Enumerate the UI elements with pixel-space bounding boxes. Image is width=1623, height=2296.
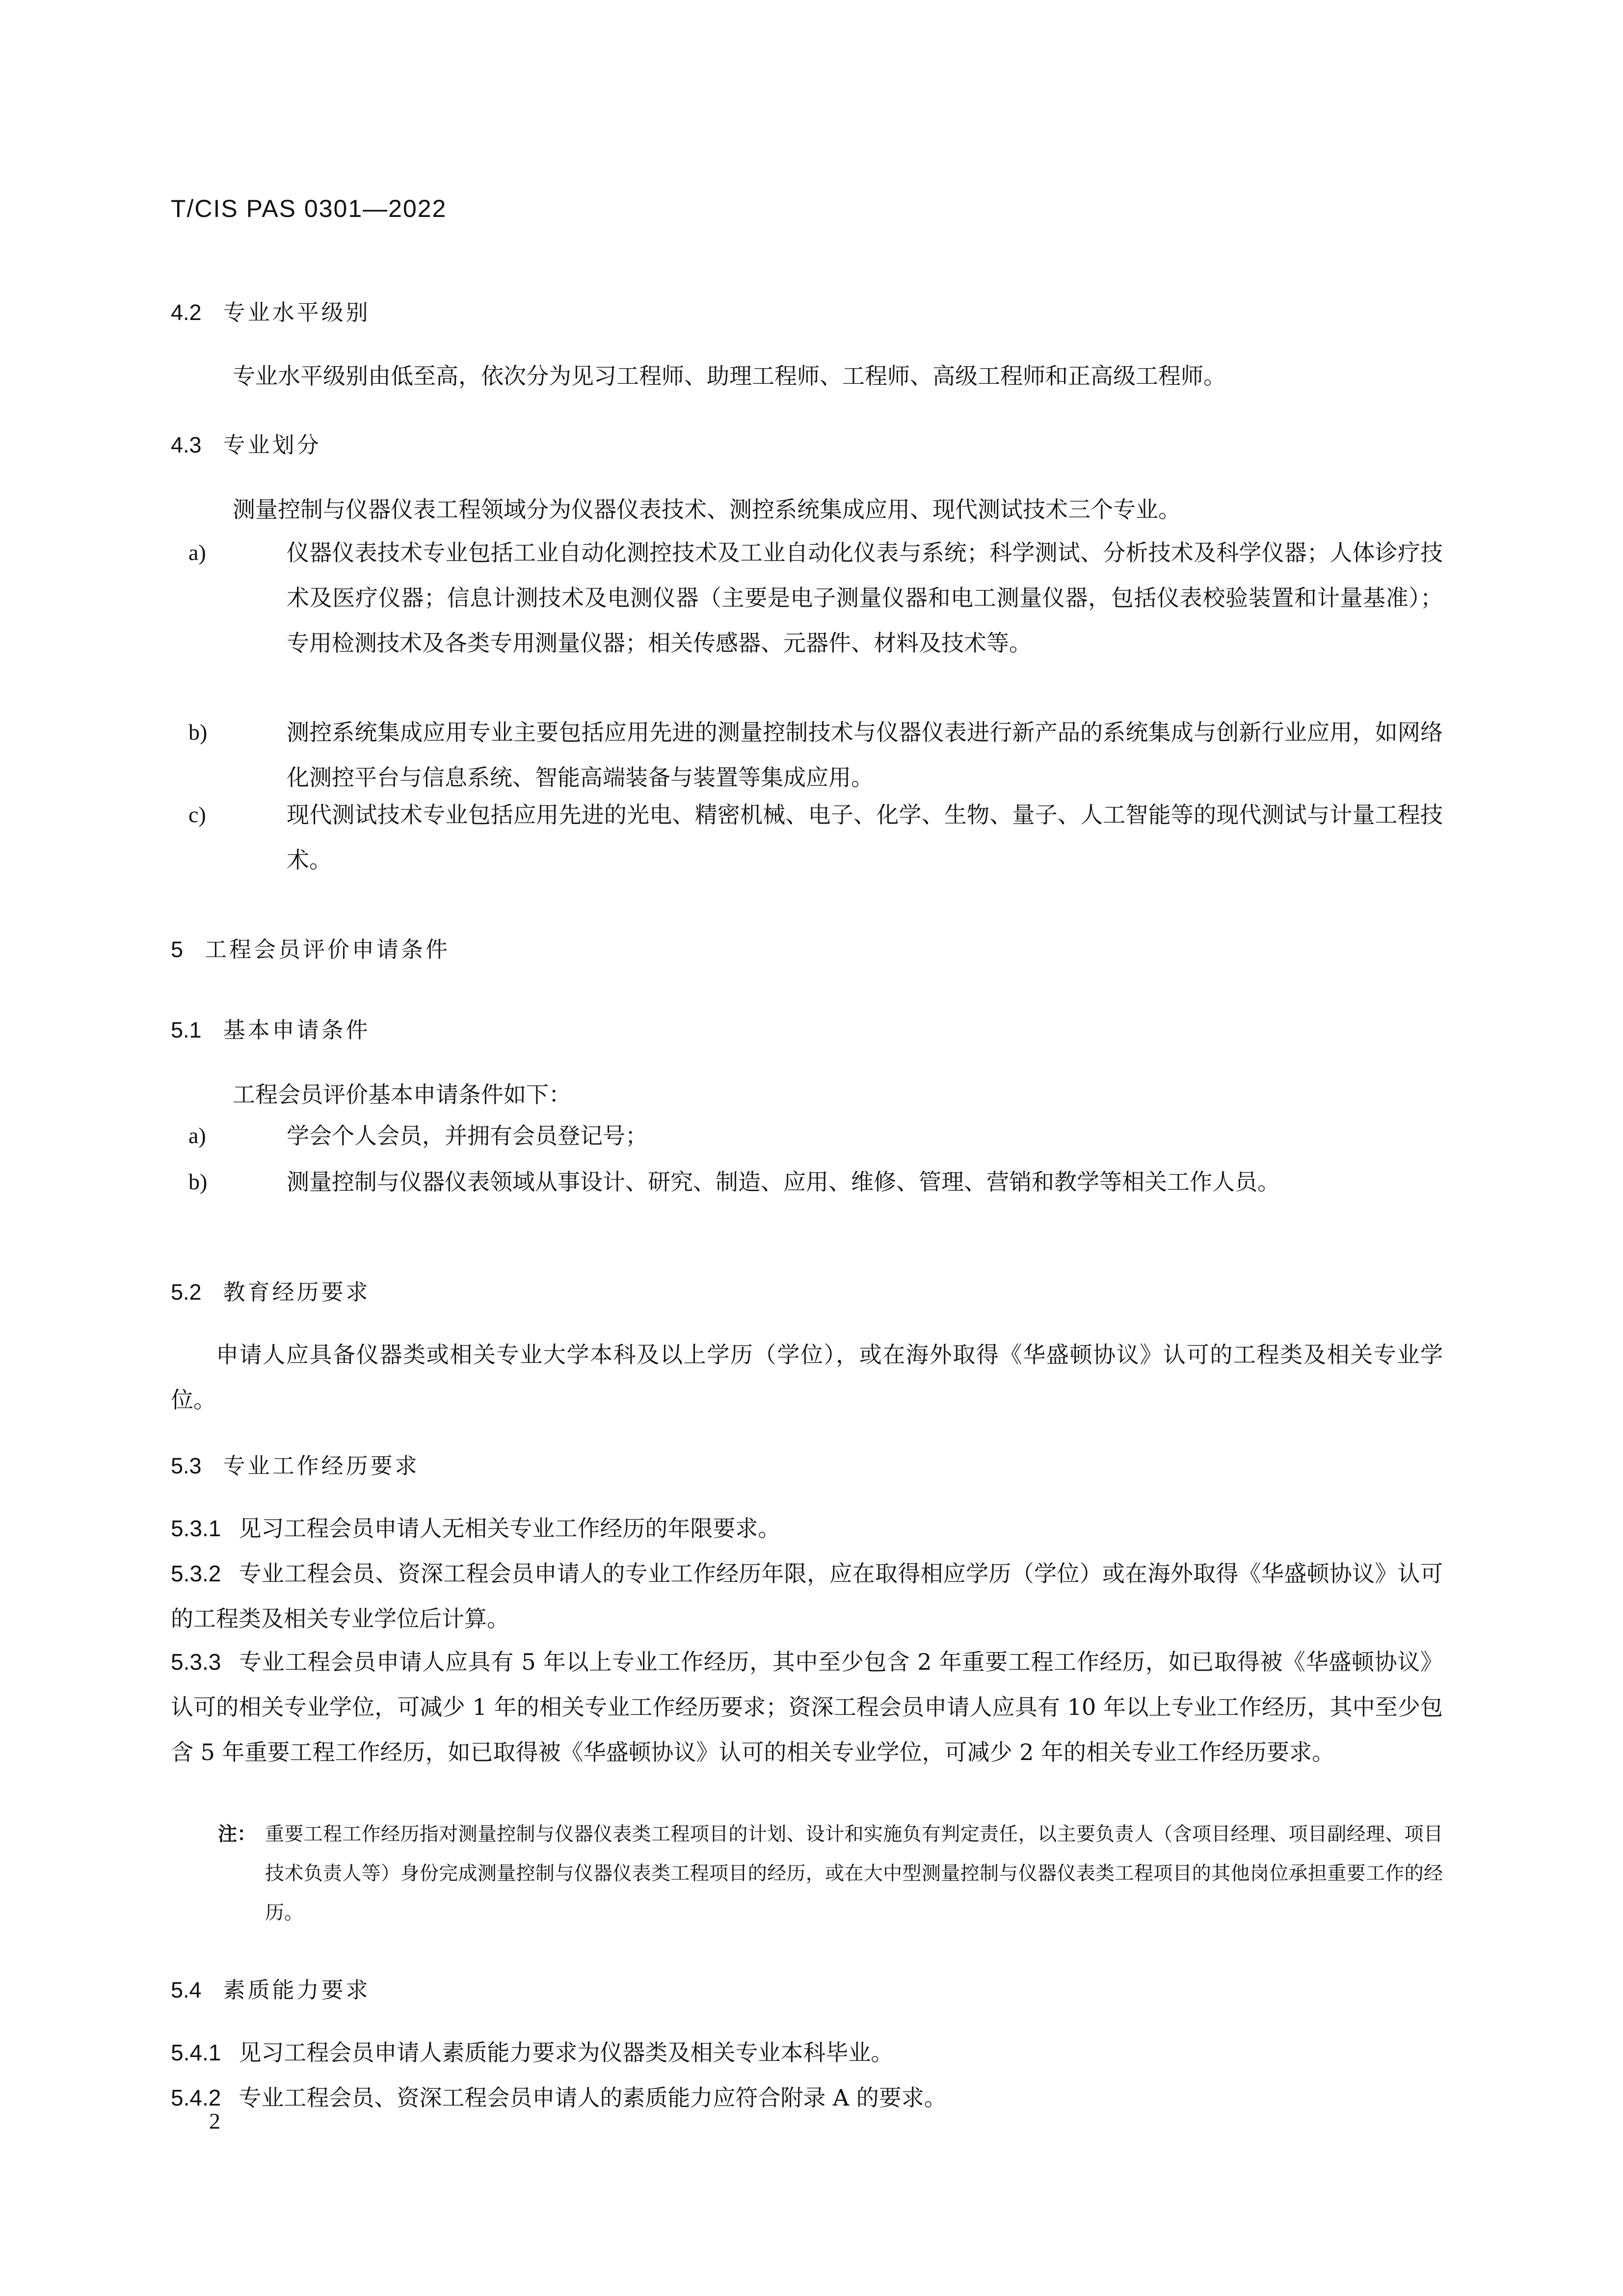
list-item-text: 测控系统集成应用专业主要包括应用先进的测量控制技术与仪器仪表进行新产品的系统集成与创新行业应用，如网络化测控平台与信息系统、智能高端装备与装置等集成应用。 xyxy=(287,719,1443,791)
paragraph-4-2: 专业水平级别由低至高，依次分为见习工程师、助理工程师、工程师、高级工程师和正高级工程师。 xyxy=(233,363,1226,389)
clause-text: 专业工程会员、资深工程会员申请人的素质能力应符合附录 A 的要求。 xyxy=(239,2084,947,2111)
heading-title: 素质能力要求 xyxy=(223,1977,371,2003)
heading-5-4 xyxy=(171,1972,371,2004)
heading-number: 5.1 xyxy=(171,1017,202,1042)
list-item-text: 仪器仪表技术专业包括工业自动化测控技术及工业自动化仪表与系统；科学测试、分析技术及科学仪器；人体诊疗技术及医疗仪器；信息计测技术及电测仪器（主要是电子测量仪器和电工测量仪器，包括仪表校验装置和计量基准）；专用检测技术及各类专用测量仪器；相关传感器、元器件、材料及技术等。 xyxy=(287,539,1443,656)
heading-title: 工程会员评价申请条件 xyxy=(205,936,451,962)
paragraph-5-1-intro: 工程会员评价基本申请条件如下： xyxy=(233,1081,571,1108)
list-item-text: 测量控制与仪器仪表领域从事设计、研究、制造、应用、维修、管理、营销和教学等相关工作人员。 xyxy=(287,1169,1280,1195)
clause-number: 5.4.1 xyxy=(171,2040,221,2065)
heading-5 xyxy=(171,932,450,963)
heading-number: 5.3 xyxy=(171,1453,202,1478)
heading-5-2 xyxy=(171,1274,371,1306)
heading-5-3 xyxy=(171,1448,420,1480)
clause-number: 5.3.2 xyxy=(171,1561,221,1586)
heading-title: 专业水平级别 xyxy=(223,299,371,325)
heading-number: 4.2 xyxy=(171,300,202,325)
list-item-text: 现代测试技术专业包括应用先进的光电、精密机械、电子、化学、生物、量子、人工智能等的现代测试与计量工程技术。 xyxy=(287,801,1443,873)
heading-title: 教育经历要求 xyxy=(223,1279,371,1305)
clause-5-4-2 xyxy=(171,2075,1443,2120)
clause-5-3-3 xyxy=(171,1639,1443,1775)
heading-number: 5.4 xyxy=(171,1977,202,2002)
clause-text: 见习工程会员申请人素质能力要求为仪器类及相关专业本科毕业。 xyxy=(239,2039,894,2066)
heading-4-3 xyxy=(171,427,321,459)
clause-number: 5.3.3 xyxy=(171,1649,221,1675)
list-item-4-3-a xyxy=(188,530,1443,666)
heading-number: 5 xyxy=(171,937,184,962)
list-marker: b) xyxy=(188,1169,208,1194)
list-marker: a) xyxy=(188,1123,206,1148)
heading-title: 专业划分 xyxy=(223,432,321,458)
clause-text: 专业工程会员、资深工程会员申请人的专业工作经历年限，应在取得相应学历（学位）或在海外取得《华盛顿协议》认可的工程类及相关专业学位后计算。 xyxy=(171,1560,1443,1632)
clause-5-4-1 xyxy=(171,2030,1443,2075)
note-5-3 xyxy=(218,1815,1443,1933)
list-item-4-3-b xyxy=(188,710,1443,800)
clause-number: 5.4.2 xyxy=(171,2085,221,2110)
heading-4-2 xyxy=(171,294,371,326)
list-marker: a) xyxy=(188,540,206,565)
list-item-5-1-a xyxy=(188,1113,1443,1158)
list-marker: c) xyxy=(188,802,206,827)
heading-number: 5.2 xyxy=(171,1280,202,1305)
clause-text: 专业工程会员申请人应具有 5 年以上专业工作经历，其中至少包含 2 年重要工程工作经历，如已取得被《华盛顿协议》认可的相关专业学位，可减少 1 年的相关专业工作经历要求；资深工程会员申请人应具有 10 年以上专业工作经历，其中至少包含 5 年重要工程工作经历，如已取得被《华盛顿协议》认可的相关专业学位，可减少 2 年的相关专业工作经历要求。 xyxy=(171,1649,1443,1765)
note-label: 注： xyxy=(218,1823,257,1845)
paragraph-4-3-intro: 测量控制与仪器仪表工程领域分为仪器仪表技术、测控系统集成应用、现代测试技术三个专业。 xyxy=(233,496,1181,523)
clause-text: 见习工程会员申请人无相关专业工作经历的年限要求。 xyxy=(239,1515,781,1542)
heading-5-1 xyxy=(171,1012,371,1044)
heading-title: 专业工作经历要求 xyxy=(223,1453,420,1479)
page-number: 2 xyxy=(209,2109,220,2134)
clause-5-3-1 xyxy=(171,1506,1443,1551)
list-item-4-3-c xyxy=(188,792,1443,882)
standard-code: T/CIS PAS 0301—2022 xyxy=(171,195,447,222)
clause-5-3-2 xyxy=(171,1551,1443,1641)
list-marker: b) xyxy=(188,720,208,745)
list-item-5-1-b xyxy=(188,1159,1443,1204)
heading-title: 基本申请条件 xyxy=(223,1017,371,1043)
paragraph-5-2: 申请人应具备仪器类或相关专业大学本科及以上学历（学位），或在海外取得《华盛顿协议》认可的工程类及相关专业学位。 xyxy=(171,1341,1443,1413)
note-text: 重要工程工作经历指对测量控制与仪器仪表类工程项目的计划、设计和实施负有判定责任，以主要负责人（含项目经理、项目副经理、项目技术负责人等）身份完成测量控制与仪器仪表类工程项目的经历，或在大中型测量控制与仪器仪表类工程项目的其他岗位承担重要工作的经历。 xyxy=(265,1823,1443,1924)
clause-number: 5.3.1 xyxy=(171,1516,221,1541)
list-item-text: 学会个人会员，并拥有会员登记号； xyxy=(287,1122,648,1149)
heading-number: 4.3 xyxy=(171,432,202,457)
